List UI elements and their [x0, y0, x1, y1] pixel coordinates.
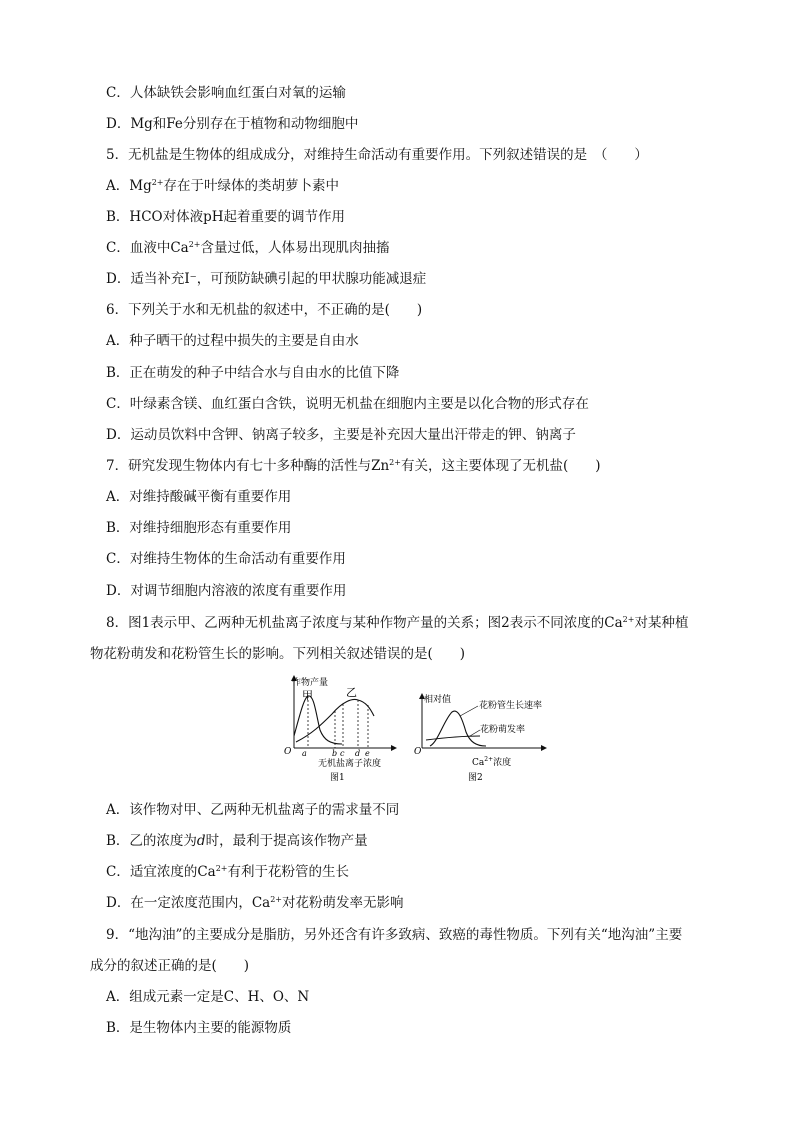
fig1-tick-e: e — [365, 749, 370, 758]
q7-option-b: B．对维持细胞形态有重要作用 — [106, 520, 292, 536]
fig2-ylabel: 相对值 — [424, 695, 452, 705]
fig2-leader-tube — [460, 706, 478, 716]
fig1-caption: 图1 — [330, 773, 345, 783]
figure-1 — [284, 676, 394, 783]
q6-option-c: C．叶绿素含镁、血红蛋白含铁，说明无机盐在细胞内主要是以化合物的形式存在 — [106, 396, 589, 412]
q8-option-d: D．在一定浓度范围内，$Ca^{2+}$对花粉萌发率无影响 — [106, 895, 404, 911]
fig2-label-tube-growth: 花粉管生长速率 — [479, 701, 543, 711]
fig1-tick-a: a — [302, 749, 307, 758]
q6-option-a: A．种子晒干的过程中损失的主要是自由水 — [106, 333, 359, 349]
fig2-xlabel: $Ca^{2+}$浓度 — [472, 756, 512, 768]
fig2-origin: O — [414, 747, 422, 757]
question-8-line-2: 物花粉萌发和花粉管生长的影响。下列相关叙述错误的是( ) — [90, 646, 466, 662]
figure-2 — [414, 693, 544, 783]
q8-option-c: C．适宜浓度的$Ca^{2+}$有利于花粉管的生长 — [106, 864, 350, 880]
question-6: 6．下列关于水和无机盐的叙述中，不正确的是( ) — [106, 302, 423, 318]
q7-option-c: C．对维持生物体的生命活动有重要作用 — [106, 551, 346, 567]
q5-option-c: C．血液中$Ca^{2+}$含量过低，人体易出现肌肉抽搐 — [106, 240, 390, 256]
fig2-caption: 图2 — [468, 773, 483, 783]
fig2-curve-germination — [426, 736, 480, 740]
fig2-leader-germination — [470, 730, 480, 736]
q5-option-b: B．HCO对体液pH起着重要的调节作用 — [106, 209, 346, 225]
q5-option-d: D．适当补充I⁻，可预防缺碘引起的甲状腺功能减退症 — [106, 271, 427, 287]
q8-option-b: B．乙的浓度为d时，最利于提高该作物产量 — [106, 833, 368, 849]
q6-option-d: D．运动员饮料中含钾、钠离子较多，主要是补充因大量出汗带走的钾、钠离子 — [106, 427, 576, 443]
question-8-figures — [282, 674, 552, 786]
q7-option-d: D．对调节细胞内溶液的浓度有重要作用 — [106, 583, 347, 599]
question-5: 5．无机盐是生物体的组成成分，对维持生命活动有重要作用。下列叙述错误的是 （ ） — [106, 147, 648, 163]
q8-option-a: A．该作物对甲、乙两种无机盐离子的需求量不同 — [106, 802, 400, 818]
question-7: 7．研究发现生物体内有七十多种酶的活性与$Zn^{2+}$有关，这主要体现了无机盐( ) — [106, 458, 601, 474]
fig1-tick-d: d — [355, 749, 361, 758]
figures-svg — [282, 674, 552, 786]
fig1-ylabel: 作物产量 — [292, 678, 329, 688]
question-9-line-1: 9．“地沟油”的主要成分是脂肪，另外还含有许多致病、致癌的毒性物质。下列有关“地沟油”主要 — [106, 927, 683, 943]
q4-option-d: D．Mg和Fe分别存在于植物和动物细胞中 — [106, 116, 359, 132]
fig1-label-jia: 甲 — [302, 689, 313, 702]
question-8-line-1: 8．图1表示甲、乙两种无机盐离子浓度与某种作物产量的关系；图2表示不同浓度的$Ca^{2+}$对某种植 — [106, 615, 689, 631]
fig1-tick-c: c — [340, 749, 345, 758]
q5-option-a: A．$Mg^{2+}$存在于叶绿体的类胡萝卜素中 — [106, 178, 340, 194]
q6-option-b: B．正在萌发的种子中结合水与自由水的比值下降 — [106, 365, 400, 381]
question-9-line-2: 成分的叙述正确的是( ) — [90, 958, 250, 974]
q4-option-c: C．人体缺铁会影响血红蛋白对氧的运输 — [106, 85, 346, 101]
q9-option-b: B．是生物体内主要的能源物质 — [106, 1020, 292, 1036]
q9-option-a: A．组成元素一定是C、H、O、N — [106, 989, 310, 1005]
fig2-curve-tube-growth — [430, 711, 486, 746]
fig1-xlabel: 无机盐离子浓度 — [318, 759, 382, 769]
fig2-label-germination: 花粉萌发率 — [480, 725, 526, 735]
fig1-label-yi: 乙 — [346, 686, 357, 699]
q7-option-a: A．对维持酸碱平衡有重要作用 — [106, 489, 292, 505]
fig1-origin: O — [284, 747, 292, 757]
fig1-tick-b: b — [332, 749, 338, 758]
